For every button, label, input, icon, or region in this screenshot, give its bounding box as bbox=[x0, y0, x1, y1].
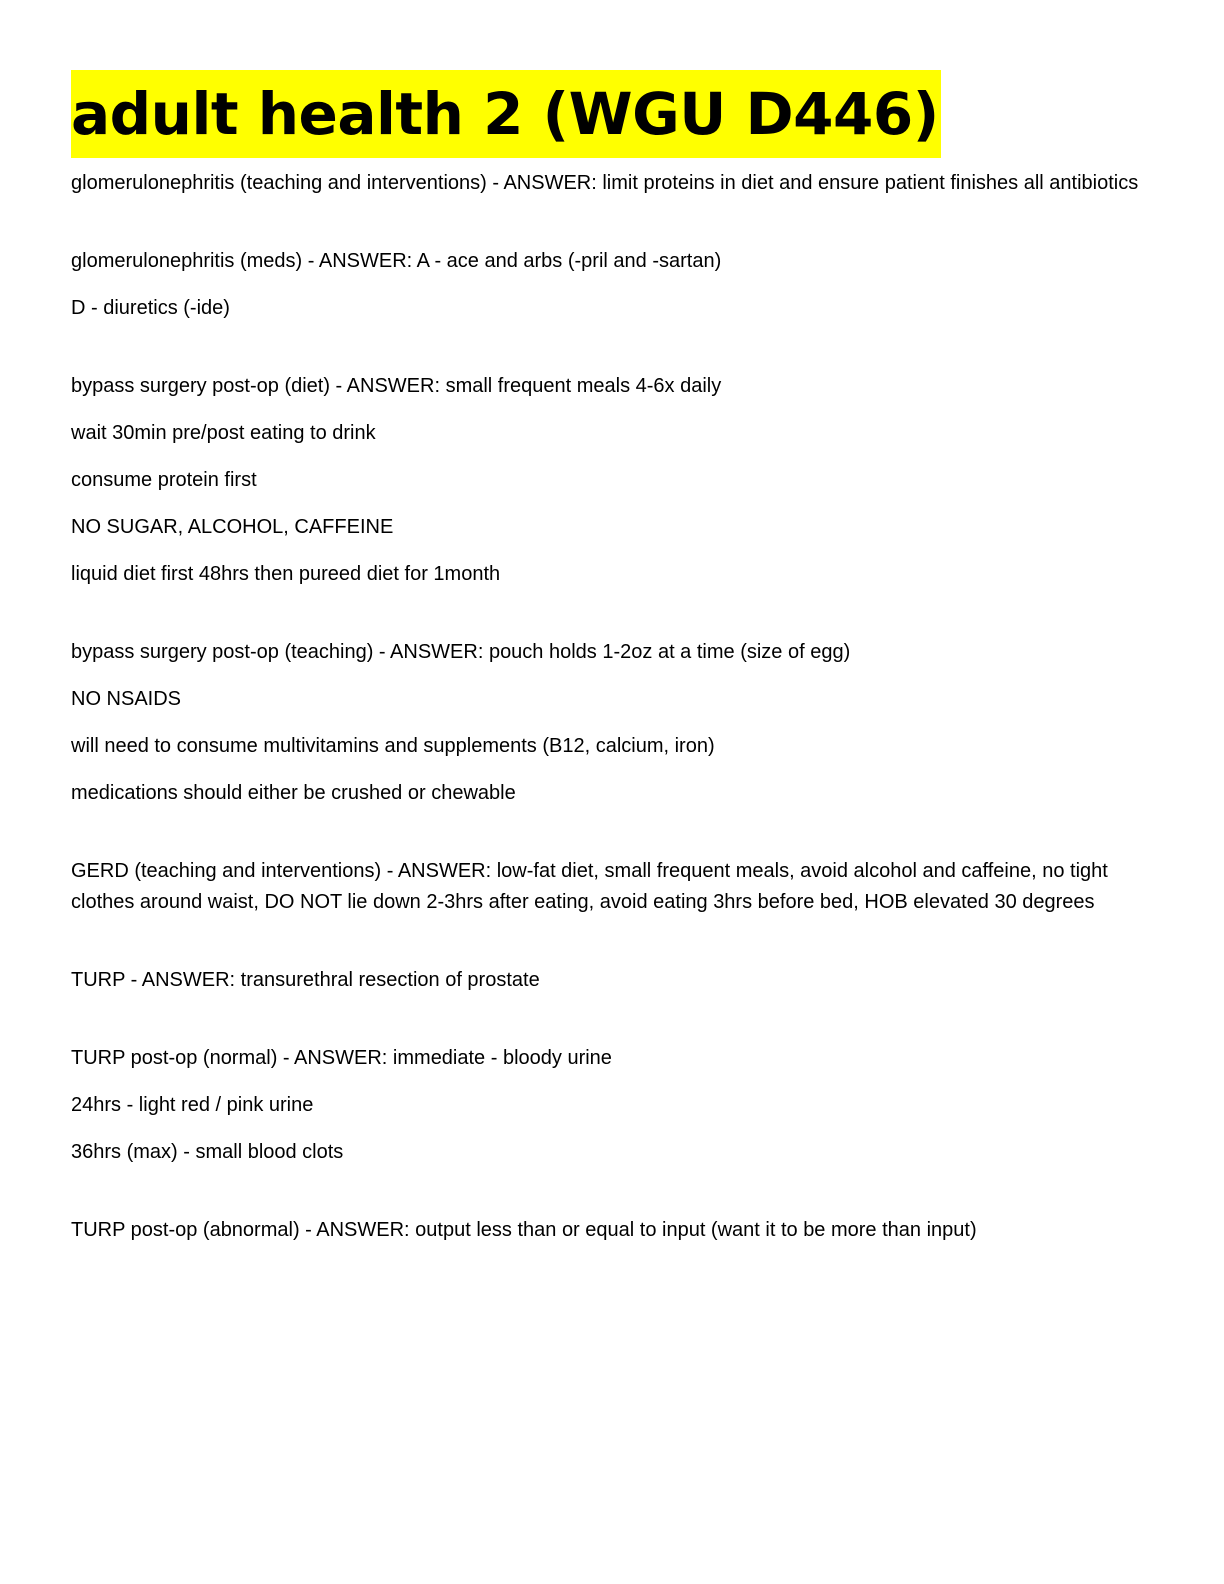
document-page bbox=[71, 70, 1151, 1293]
document-title: adult health 2 (WGU D446) bbox=[71, 70, 941, 158]
entry-line: glomerulonephritis (meds) - ANSWER: A - ace and arbs (-pril and -sartan) bbox=[71, 250, 722, 272]
entry-gerd-teaching bbox=[71, 856, 1151, 918]
entry-line: NO SUGAR, ALCOHOL, CAFFEINE bbox=[71, 516, 394, 538]
entry-line: bypass surgery post-op (teaching) - ANSWER: pouch holds 1-2oz at a time (size of egg) bbox=[71, 641, 851, 663]
entry-line: GERD (teaching and interventions) - ANSWER: low-fat diet, small frequent meals, avoid alcohol and caffeine, no tight clothes around waist, DO NOT lie down 2-3hrs after eating, avoid eating 3hrs before bed, HOB elevated 30 degrees bbox=[71, 860, 1108, 913]
entry-turp-abnormal bbox=[71, 1215, 1151, 1246]
entry-list bbox=[71, 168, 1151, 1246]
entry-line: D - diuretics (-ide) bbox=[71, 297, 230, 319]
entry-line: bypass surgery post-op (diet) - ANSWER: small frequent meals 4-6x daily bbox=[71, 375, 722, 397]
entry-line: will need to consume multivitamins and supplements (B12, calcium, iron) bbox=[71, 735, 715, 757]
entry-line: 36hrs (max) - small blood clots bbox=[71, 1141, 344, 1163]
entry-line: liquid diet first 48hrs then pureed diet for 1month bbox=[71, 563, 501, 585]
entry-line: medications should either be crushed or chewable bbox=[71, 782, 516, 804]
entry-bypass-diet bbox=[71, 371, 1151, 590]
entry-line: 24hrs - light red / pink urine bbox=[71, 1094, 314, 1116]
entry-turp bbox=[71, 965, 1151, 996]
entry-turp-normal bbox=[71, 1043, 1151, 1168]
entry-line: glomerulonephritis (teaching and interventions) - ANSWER: limit proteins in diet and ensure patient finishes all antibiotics bbox=[71, 172, 1139, 194]
entry-line: NO NSAIDS bbox=[71, 688, 182, 710]
entry-line: TURP post-op (normal) - ANSWER: immediate - bloody urine bbox=[71, 1047, 612, 1069]
entry-glomerulonephritis-meds bbox=[71, 246, 1151, 324]
entry-line: consume protein first bbox=[71, 469, 257, 491]
entry-line: wait 30min pre/post eating to drink bbox=[71, 422, 376, 444]
entry-line: TURP post-op (abnormal) - ANSWER: output less than or equal to input (want it to be more than input) bbox=[71, 1219, 977, 1241]
entry-bypass-teaching bbox=[71, 637, 1151, 809]
entry-line: TURP - ANSWER: transurethral resection of prostate bbox=[71, 969, 540, 991]
entry-glomerulonephritis-teaching bbox=[71, 168, 1151, 199]
